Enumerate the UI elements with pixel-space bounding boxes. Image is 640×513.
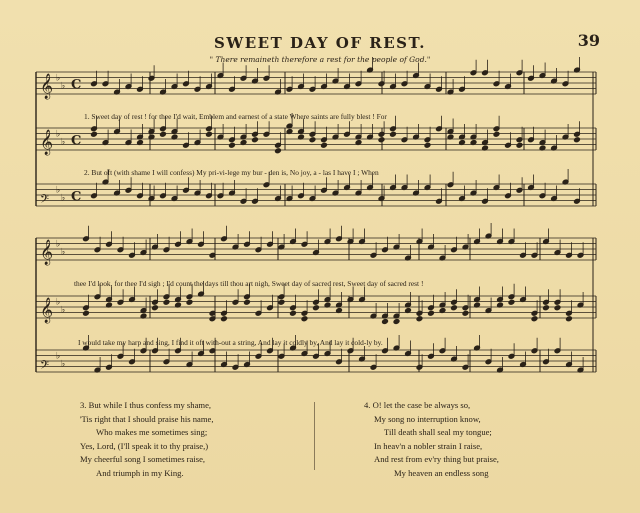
svg-text:C: C [71, 189, 82, 205]
lyric-system2-line2: I would take my harp and sing, I find it oft with-out a string, And lay it coldly by, And lay it cold-ly by. [78, 338, 383, 347]
svg-text:♭: ♭ [56, 73, 61, 84]
svg-text:C: C [71, 77, 82, 93]
svg-text:C: C [71, 133, 82, 149]
verse-divider [314, 402, 315, 470]
hymn-title: SWEET DAY OF REST. [214, 34, 426, 52]
verse-4-line-1: 4. O! let the case be always so, [364, 400, 471, 410]
verse-3-line-2: 'Tis right that I should praise his name, [80, 413, 214, 424]
verse-3 [80, 399, 213, 481]
svg-text:♭: ♭ [56, 351, 61, 362]
verse-3-line-6: And triumph in my King. [96, 467, 184, 478]
svg-text:♭: ♭ [61, 359, 66, 370]
epigraph: " There remaineth therefore a rest for the people of God." [209, 55, 431, 64]
svg-text:♭: ♭ [56, 297, 61, 308]
verse-3-line-4: Yes, Lord, (I'll speak it to thy praise,) [80, 440, 209, 451]
verse-4-line-3: Till death shall seal my tongue; [384, 427, 492, 438]
svg-text:♭: ♭ [61, 305, 66, 316]
verse-3-line-1: 3. But while I thus confess my shame, [80, 400, 212, 410]
lyric-system1-line2: 2. But oft (with shame I will confess) My pri-vi-lege my bur - den is, No joy, a - las I have I ; When [84, 168, 379, 177]
svg-text:𝄞: 𝄞 [40, 298, 54, 323]
verse-4 [364, 399, 499, 481]
svg-text:♭: ♭ [61, 81, 66, 92]
svg-text:♭: ♭ [61, 137, 66, 148]
verse-4-line-4: In heav'n a nobler strain I raise, [374, 440, 483, 451]
verse-4-line-6: My heaven an endless song [394, 467, 489, 478]
svg-text:♭: ♭ [61, 193, 66, 204]
svg-text:𝄢: 𝄢 [40, 359, 50, 375]
svg-text:𝄞: 𝄞 [40, 240, 54, 265]
svg-text:♭: ♭ [61, 247, 66, 258]
svg-text:𝄞: 𝄞 [40, 130, 54, 155]
svg-text:♭: ♭ [56, 129, 61, 140]
lyric-system2-line1: thee I'd look, for thee I'd sigh ; I'd count the days till thou art nigh, Sweet day of sacred rest, Sweet day of sacred rest ! [74, 279, 424, 288]
verse-3-line-5: My cheerful song I sometimes raise, [80, 454, 206, 465]
svg-text:𝄢: 𝄢 [40, 193, 50, 209]
verse-3-line-3: Who makes me sometimes sing; [96, 427, 208, 438]
svg-text:♭: ♭ [56, 239, 61, 250]
svg-text:𝄞: 𝄞 [40, 74, 54, 99]
verse-4-line-5: And rest from ev'ry thing but praise, [374, 454, 499, 465]
lyric-system1-line1: 1. Sweet day of rest ! for thee I'd wait, Emblem and earnest of a state Where saints are fully blest ! For [84, 112, 387, 121]
svg-text:♭: ♭ [56, 185, 61, 196]
verse-4-line-2: My song no interruption know, [374, 413, 481, 424]
page-number: 39 [577, 31, 600, 50]
